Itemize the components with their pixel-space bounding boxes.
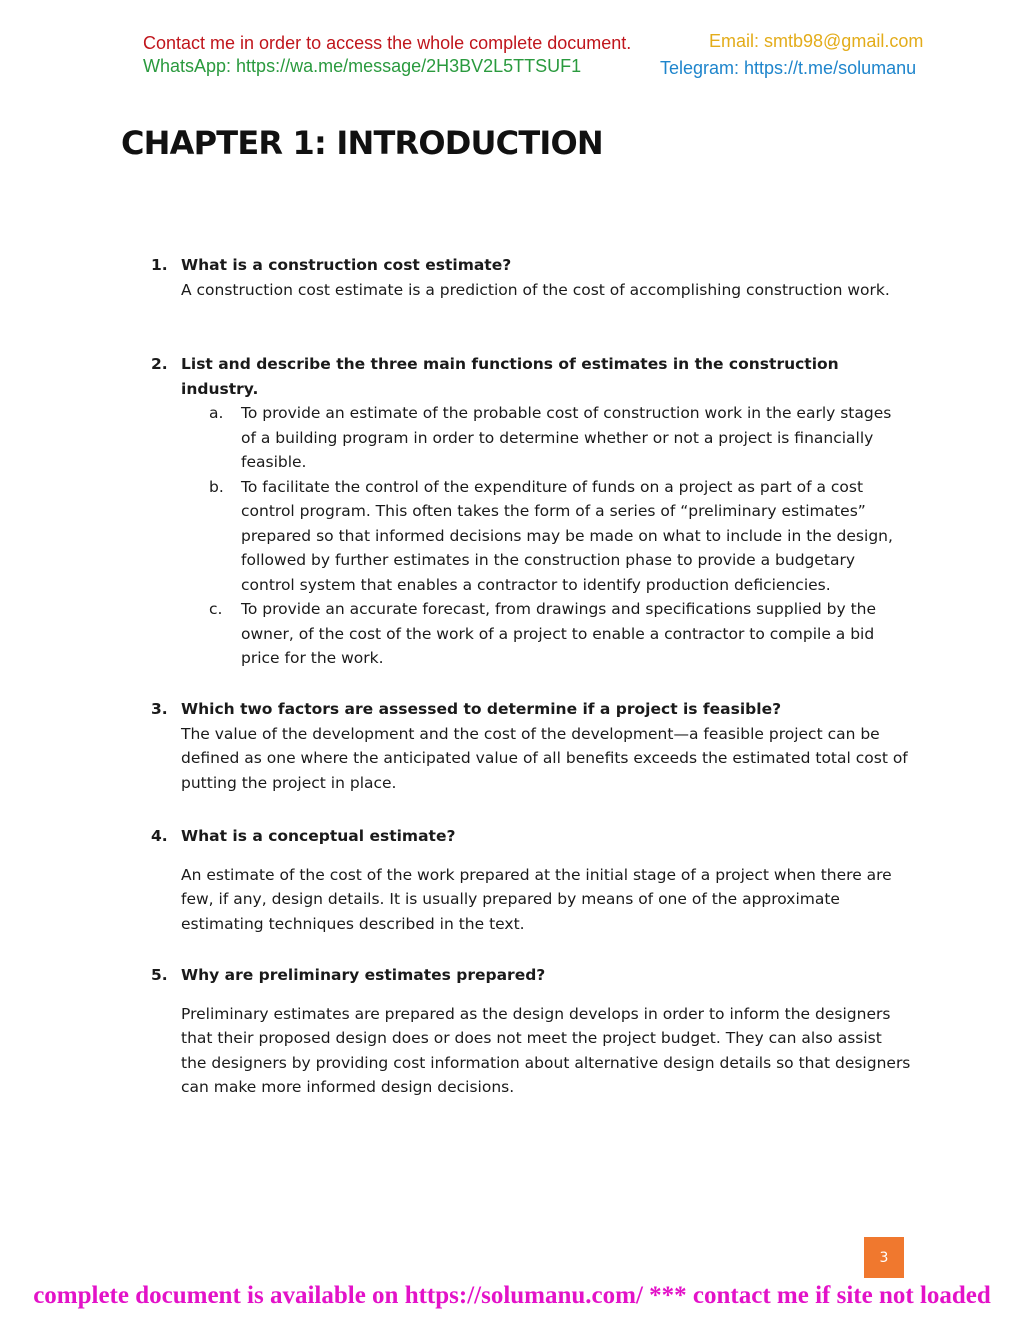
list-item <box>151 475 911 598</box>
question-text: What is a construction cost estimate? <box>181 256 512 274</box>
question-number: 4. <box>151 827 168 845</box>
question-number: 3. <box>151 700 168 718</box>
answer-text: Preliminary estimates are prepared as the design develops in order to inform the designers that their proposed design does or does not meet the project budget. They can also assist the designers by providing cost information about alternative design details so that designers can make more informed design decisions. <box>181 1004 911 1096</box>
list-item-text: To facilitate the control of the expenditure of funds on a project as part of a cost control program. This often takes the form of a series of “preliminary estimates” prepared so that informed decisions may be made on what to include in the design, followed by further estimates in the construction phase to provide a budgetary control system that enables a contractor to identify production deficiencies. <box>241 477 893 594</box>
question-block-2 <box>151 352 911 671</box>
list-item-label: b. <box>209 477 224 496</box>
question-heading <box>151 352 911 401</box>
question-heading <box>151 963 911 988</box>
question-block-4 <box>151 824 911 936</box>
list-item <box>151 597 911 671</box>
page-number: 3 <box>879 1249 889 1266</box>
question-text: What is a conceptual estimate? <box>181 827 456 845</box>
question-heading <box>151 697 911 722</box>
whatsapp-link[interactable]: WhatsApp: https://wa.me/message/2H3BV2L5TTSUF1 <box>143 56 582 76</box>
footer-notice[interactable]: complete document is available on https://solumanu.com/ *** contact me if site not loaded <box>33 1282 991 1309</box>
question-text: Why are preliminary estimates prepared? <box>181 966 546 984</box>
list-item-label: a. <box>209 404 224 422</box>
question-block-1 <box>151 253 911 302</box>
question-number: 5. <box>151 966 168 984</box>
answer-text: A construction cost estimate is a prediction of the cost of accomplishing construction work. <box>181 280 890 299</box>
list-item-label: c. <box>209 600 223 618</box>
email-link[interactable]: Email: smtb98@gmail.com <box>709 31 924 51</box>
question-number: 2. <box>151 355 168 373</box>
question-text: List and describe the three main functions of estimates in the construction industry. <box>181 355 839 398</box>
question-number: 1. <box>151 256 168 274</box>
question-text: Which two factors are assessed to determine if a project is feasible? <box>181 700 782 718</box>
page-number-badge <box>864 1237 904 1278</box>
question-heading <box>151 253 911 278</box>
answer-text: An estimate of the cost of the work prepared at the initial stage of a project when there are few, if any, design details. It is usually prepared by means of one of the approximate estimating techniques described in the text. <box>181 865 892 933</box>
question-block-5 <box>151 963 911 1100</box>
question-block-3 <box>151 697 911 795</box>
chapter-title: CHAPTER 1: INTRODUCTION <box>121 124 603 162</box>
list-item-text: To provide an accurate forecast, from drawings and specifications supplied by the owner, of the cost of the work of a project to enable a contractor to compile a bid price for the work. <box>241 600 877 667</box>
contact-notice: Contact me in order to access the whole complete document. <box>143 33 632 53</box>
list-item-text: To provide an estimate of the probable cost of construction work in the early stages of a building program in order to determine whether or not a project is financially feasible. <box>241 404 892 471</box>
list-item <box>151 401 911 475</box>
answer-text: The value of the development and the cost of the development—a feasible project can be defined as one where the anticipated value of all benefits exceeds the estimated total cost of putting the project in place. <box>181 724 908 792</box>
question-heading <box>151 824 911 849</box>
telegram-link[interactable]: Telegram: https://t.me/solumanu <box>660 58 917 78</box>
